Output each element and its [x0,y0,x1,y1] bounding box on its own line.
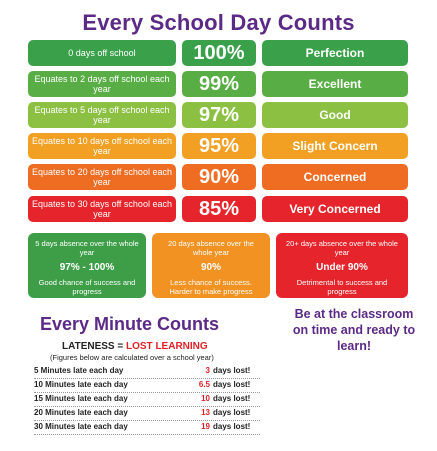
lateness-label: 20 Minutes late each day [34,408,128,417]
summary-box [276,233,408,298]
attendance-percent: 97% [182,102,256,128]
attendance-rating: Slight Concern [262,133,408,159]
lateness-label: 10 Minutes late each day [34,380,128,389]
days-lost-suffix: days lost! [213,366,251,375]
row-divider [34,406,260,407]
minute-title: Every Minute Counts [40,314,220,334]
days-lost-suffix: days lost! [213,394,251,403]
days-off-label: 0 days off school [28,40,176,66]
lateness-note: (Figures below are calculated over a school year) [50,353,214,362]
attendance-rating: Concerned [262,164,408,190]
summary-outcome: Detrimental to success and progress [296,278,388,296]
days-lost-number: 13 [201,408,210,417]
lateness-label: 5 Minutes late each day [34,366,124,375]
attendance-row [28,196,408,222]
attendance-percent: 99% [182,71,256,97]
lateness-heading-text: LATENESS = [62,341,126,352]
side-message: Be at the classroom on time and ready to learn! [292,307,416,353]
summary-value: 90% [200,262,221,273]
summary-box [152,233,270,298]
row-divider [34,434,260,435]
summary-value: Under 90% [316,262,368,273]
attendance-row [28,164,408,190]
days-off-label: Equates to 10 days off school each year [28,133,176,159]
lateness-label: 15 Minutes late each day [34,394,128,403]
days-lost-number: 3 [205,366,210,375]
summary-absence: 5 days absence over the whole year [35,239,139,257]
attendance-row [28,102,408,128]
days-off-label: Equates to 30 days off school each year [28,196,176,222]
attendance-row [28,71,408,97]
attendance-rating: Very Concerned [262,196,408,222]
days-lost-suffix: days lost! [213,422,251,431]
summary-absence: 20+ days absence over the whole year [286,239,398,257]
attendance-rating: Perfection [262,40,408,66]
row-divider [34,392,260,393]
attendance-percent: 90% [182,164,256,190]
attendance-percent: 85% [182,196,256,222]
summary-value: 97% - 100% [59,262,115,273]
page-title: Every School Day Counts [82,10,355,35]
days-lost-number: 6.5 [198,380,210,389]
lateness-heading [62,341,208,352]
days-off-label: Equates to 5 days off school each year [28,102,176,128]
attendance-rating: Excellent [262,71,408,97]
attendance-percent: 100% [182,40,256,66]
row-divider [34,378,260,379]
attendance-rating: Good [262,102,408,128]
days-lost-number: 10 [201,394,210,403]
summary-absence: 20 days absence over the whole year [168,239,254,257]
lateness-label: 30 Minutes late each day [34,422,128,431]
days-lost-suffix: days lost! [213,408,251,417]
lost-learning-text: LOST LEARNING [126,341,208,352]
attendance-row [28,133,408,159]
row-divider [34,420,260,421]
days-off-label: Equates to 2 days off school each year [28,71,176,97]
days-lost-number: 19 [201,422,210,431]
attendance-row [28,40,408,66]
attendance-percent: 95% [182,133,256,159]
days-lost-suffix: days lost! [213,380,251,389]
summary-box [28,233,146,298]
summary-outcome: Good chance of success and progress [38,278,136,296]
days-off-label: Equates to 20 days off school each year [28,164,176,190]
summary-outcome: Less chance of success. Harder to make progress [169,278,253,296]
